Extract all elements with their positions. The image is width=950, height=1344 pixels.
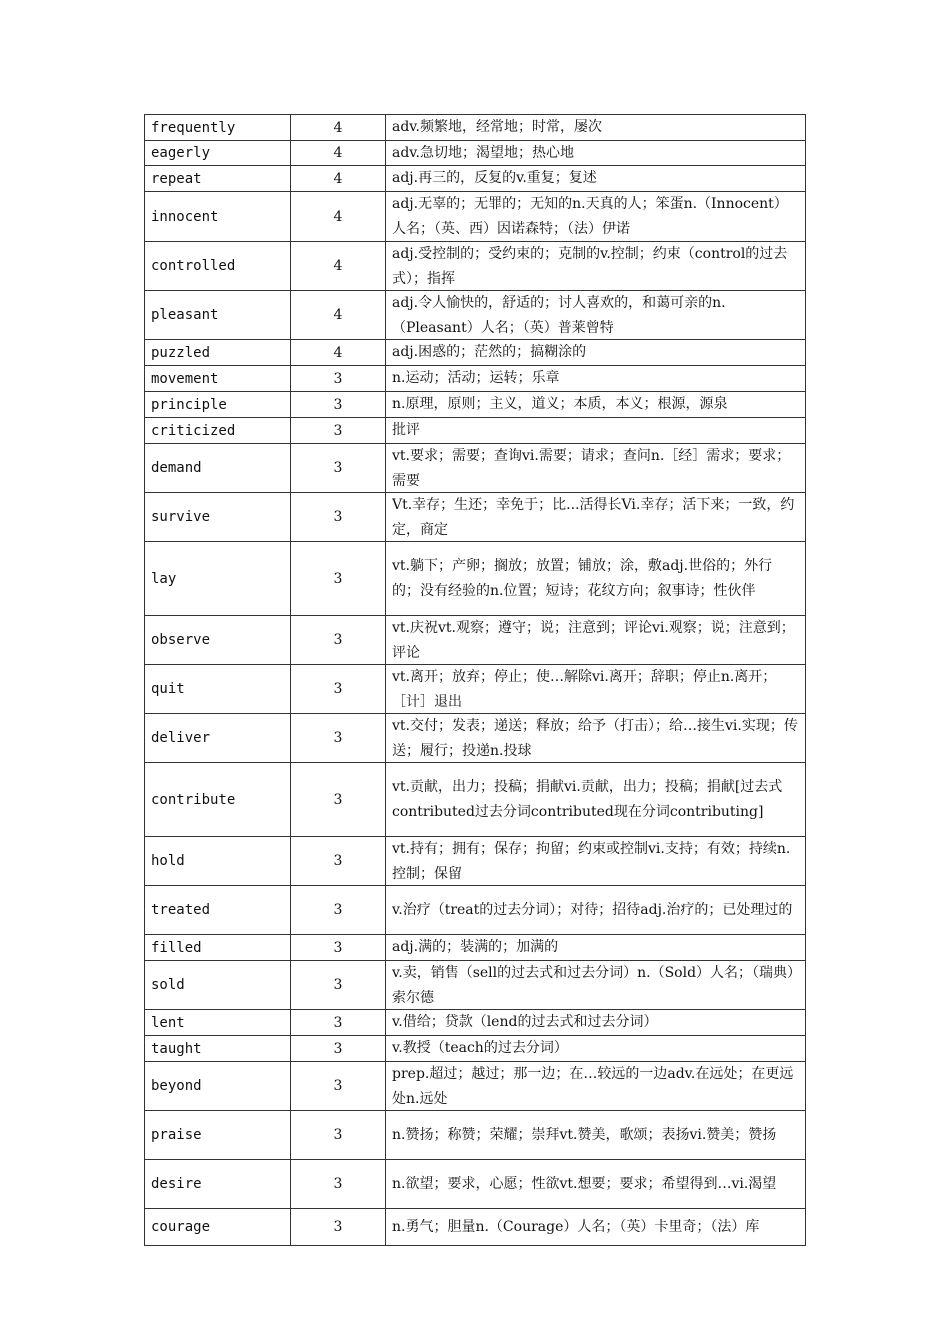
table-row bbox=[145, 192, 806, 242]
word-cell: hold bbox=[145, 837, 291, 886]
frequency-cell: 3 bbox=[291, 665, 386, 714]
definition-text: n.赞扬；称赞；荣耀；崇拜vt.赞美，歌颂；表扬vi.赞美；赞扬 bbox=[392, 1126, 777, 1143]
definition-cell bbox=[386, 1036, 806, 1062]
definition-cell bbox=[386, 366, 806, 392]
definition-text: adj.再三的，反复的v.重复；复述 bbox=[392, 170, 597, 187]
definition-text: adj.满的；装满的；加满的 bbox=[392, 939, 559, 956]
word-cell: demand bbox=[145, 444, 291, 493]
table-row bbox=[145, 291, 806, 340]
table-row bbox=[145, 166, 806, 192]
table-row bbox=[145, 961, 806, 1010]
definition-text: prep.超过；越过；那一边；在…较远的一边adv.在远处；在更远处n.远处 bbox=[392, 1066, 794, 1107]
word-cell: treated bbox=[145, 886, 291, 935]
definition-cell bbox=[386, 242, 806, 291]
word-cell: pleasant bbox=[145, 291, 291, 340]
frequency-cell: 3 bbox=[291, 1209, 386, 1246]
word-cell: beyond bbox=[145, 1062, 291, 1111]
definition-cell bbox=[386, 392, 806, 418]
definition-cell bbox=[386, 763, 806, 837]
frequency-cell: 3 bbox=[291, 714, 386, 763]
vocabulary-table bbox=[144, 114, 806, 1246]
definition-text: vt.交付；发表；递送；释放；给予（打击）；给…接生vi.实现；传送；履行；投递n.投球 bbox=[392, 718, 798, 759]
table-row bbox=[145, 886, 806, 935]
word-cell: deliver bbox=[145, 714, 291, 763]
definition-text: adj.令人愉快的，舒适的；讨人喜欢的，和蔼可亲的n.（Pleasant）人名；（英）普莱曾特 bbox=[392, 295, 726, 336]
word-cell: lay bbox=[145, 542, 291, 616]
definition-cell bbox=[386, 1209, 806, 1246]
word-cell: filled bbox=[145, 935, 291, 961]
word-cell: desire bbox=[145, 1160, 291, 1209]
word-cell: puzzled bbox=[145, 340, 291, 366]
definition-text: vt.贡献，出力；投稿；捐献vi.贡献，出力；投稿；捐献[过去式contributed过去分词contributed现在分词contributing] bbox=[392, 778, 783, 820]
frequency-cell: 4 bbox=[291, 340, 386, 366]
table-row bbox=[145, 418, 806, 444]
table-row bbox=[145, 665, 806, 714]
frequency-cell: 3 bbox=[291, 837, 386, 886]
word-cell: movement bbox=[145, 366, 291, 392]
definition-cell bbox=[386, 665, 806, 714]
definition-text: n.运动；活动；运转；乐章 bbox=[392, 370, 560, 387]
frequency-cell: 3 bbox=[291, 418, 386, 444]
frequency-cell: 3 bbox=[291, 935, 386, 961]
table-row bbox=[145, 340, 806, 366]
frequency-cell: 4 bbox=[291, 242, 386, 291]
frequency-cell: 4 bbox=[291, 291, 386, 340]
definition-cell bbox=[386, 340, 806, 366]
definition-text: v.教授（teach的过去分词） bbox=[392, 1040, 568, 1057]
definition-text: adj.受控制的；受约束的；克制的v.控制；约束（control的过去式）；指挥 bbox=[392, 246, 788, 287]
word-cell: courage bbox=[145, 1209, 291, 1246]
frequency-cell: 3 bbox=[291, 392, 386, 418]
definition-cell bbox=[386, 444, 806, 493]
definition-cell bbox=[386, 1010, 806, 1036]
definition-cell bbox=[386, 493, 806, 542]
frequency-cell: 3 bbox=[291, 493, 386, 542]
table-row bbox=[145, 115, 806, 141]
word-cell: taught bbox=[145, 1036, 291, 1062]
vocabulary-table-body bbox=[145, 115, 806, 1246]
definition-text: n.原理，原则；主义，道义；本质，本义；根源，源泉 bbox=[392, 396, 728, 413]
table-row bbox=[145, 616, 806, 665]
word-cell: frequently bbox=[145, 115, 291, 141]
definition-text: v.治疗（treat的过去分词）；对待；招待adj.治疗的；已处理过的 bbox=[392, 901, 793, 918]
frequency-cell: 4 bbox=[291, 166, 386, 192]
definition-cell bbox=[386, 192, 806, 242]
definition-cell bbox=[386, 141, 806, 166]
definition-cell bbox=[386, 961, 806, 1010]
definition-text: vt.要求；需要；查询vi.需要；请求；查问n.［经］需求；要求；需要 bbox=[392, 448, 791, 489]
definition-text: vt.持有；拥有；保存；拘留；约束或控制vi.支持；有效；持续n.控制；保留 bbox=[392, 841, 791, 882]
frequency-cell: 3 bbox=[291, 886, 386, 935]
table-row bbox=[145, 714, 806, 763]
table-row bbox=[145, 1010, 806, 1036]
definition-cell bbox=[386, 616, 806, 665]
definition-text: adv.频繁地，经常地；时常，屡次 bbox=[392, 119, 603, 136]
word-cell: praise bbox=[145, 1111, 291, 1160]
table-row bbox=[145, 1209, 806, 1246]
definition-text: n.欲望；要求，心愿；性欲vt.想要；要求；希望得到…vi.渴望 bbox=[392, 1175, 777, 1192]
word-cell: criticized bbox=[145, 418, 291, 444]
table-row bbox=[145, 837, 806, 886]
table-row bbox=[145, 366, 806, 392]
word-cell: repeat bbox=[145, 166, 291, 192]
word-cell: principle bbox=[145, 392, 291, 418]
definition-cell bbox=[386, 714, 806, 763]
definition-cell bbox=[386, 1062, 806, 1111]
word-cell: survive bbox=[145, 493, 291, 542]
definition-text: adj.无辜的；无罪的；无知的n.天真的人；笨蛋n.（Innocent）人名；（英、西）因诺森特；（法）伊诺 bbox=[392, 196, 788, 237]
word-cell: controlled bbox=[145, 242, 291, 291]
word-cell: quit bbox=[145, 665, 291, 714]
frequency-cell: 4 bbox=[291, 141, 386, 166]
word-cell: innocent bbox=[145, 192, 291, 242]
table-row bbox=[145, 242, 806, 291]
table-row bbox=[145, 141, 806, 166]
table-row bbox=[145, 1036, 806, 1062]
frequency-cell: 4 bbox=[291, 115, 386, 141]
table-row bbox=[145, 935, 806, 961]
definition-text: n.勇气；胆量n.（Courage）人名；（英）卡里奇；（法）库 bbox=[392, 1218, 760, 1235]
word-cell: eagerly bbox=[145, 141, 291, 166]
definition-cell bbox=[386, 542, 806, 616]
table-row bbox=[145, 493, 806, 542]
definition-text: v.借给；贷款（lend的过去式和过去分词） bbox=[392, 1014, 658, 1031]
definition-text: adj.困惑的；茫然的；搞糊涂的 bbox=[392, 344, 587, 361]
table-row bbox=[145, 763, 806, 837]
definition-text: vt.庆祝vt.观察；遵守；说；注意到；评论vi.观察；说；注意到；评论 bbox=[392, 620, 795, 661]
frequency-cell: 3 bbox=[291, 1111, 386, 1160]
definition-cell bbox=[386, 935, 806, 961]
definition-text: adv.急切地；渴望地；热心地 bbox=[392, 145, 575, 161]
table-row bbox=[145, 1111, 806, 1160]
definition-cell bbox=[386, 166, 806, 192]
definition-cell bbox=[386, 837, 806, 886]
definition-text: 批评 bbox=[392, 422, 420, 439]
frequency-cell: 3 bbox=[291, 444, 386, 493]
table-row bbox=[145, 444, 806, 493]
table-row bbox=[145, 542, 806, 616]
frequency-cell: 3 bbox=[291, 366, 386, 392]
definition-cell bbox=[386, 1111, 806, 1160]
frequency-cell: 4 bbox=[291, 192, 386, 242]
definition-cell bbox=[386, 115, 806, 141]
definition-cell bbox=[386, 291, 806, 340]
frequency-cell: 3 bbox=[291, 763, 386, 837]
table-row bbox=[145, 1160, 806, 1209]
definition-text: Vt.幸存；生还；幸免于；比...活得长Vi.幸存；活下来；一致，约定，商定 bbox=[392, 497, 795, 538]
definition-cell bbox=[386, 418, 806, 444]
word-cell: lent bbox=[145, 1010, 291, 1036]
frequency-cell: 3 bbox=[291, 1010, 386, 1036]
definition-cell bbox=[386, 886, 806, 935]
definition-text: vt.躺下；产卵；搁放；放置；铺放；涂，敷adj.世俗的；外行的；没有经验的n.位置；短诗；花纹方向；叙事诗；性伙伴 bbox=[392, 557, 773, 599]
word-cell: sold bbox=[145, 961, 291, 1010]
word-cell: observe bbox=[145, 616, 291, 665]
word-cell: contribute bbox=[145, 763, 291, 837]
frequency-cell: 3 bbox=[291, 1160, 386, 1209]
definition-text: vt.离开；放弃；停止；使…解除vi.离开；辞职；停止n.离开；［计］退出 bbox=[392, 669, 777, 710]
frequency-cell: 3 bbox=[291, 542, 386, 616]
frequency-cell: 3 bbox=[291, 1036, 386, 1062]
frequency-cell: 3 bbox=[291, 1062, 386, 1111]
table-row bbox=[145, 392, 806, 418]
table-row bbox=[145, 1062, 806, 1111]
frequency-cell: 3 bbox=[291, 961, 386, 1010]
definition-text: v.卖，销售（sell的过去式和过去分词）n.（Sold）人名；（瑞典）索尔德 bbox=[392, 965, 795, 1006]
definition-cell bbox=[386, 1160, 806, 1209]
frequency-cell: 3 bbox=[291, 616, 386, 665]
